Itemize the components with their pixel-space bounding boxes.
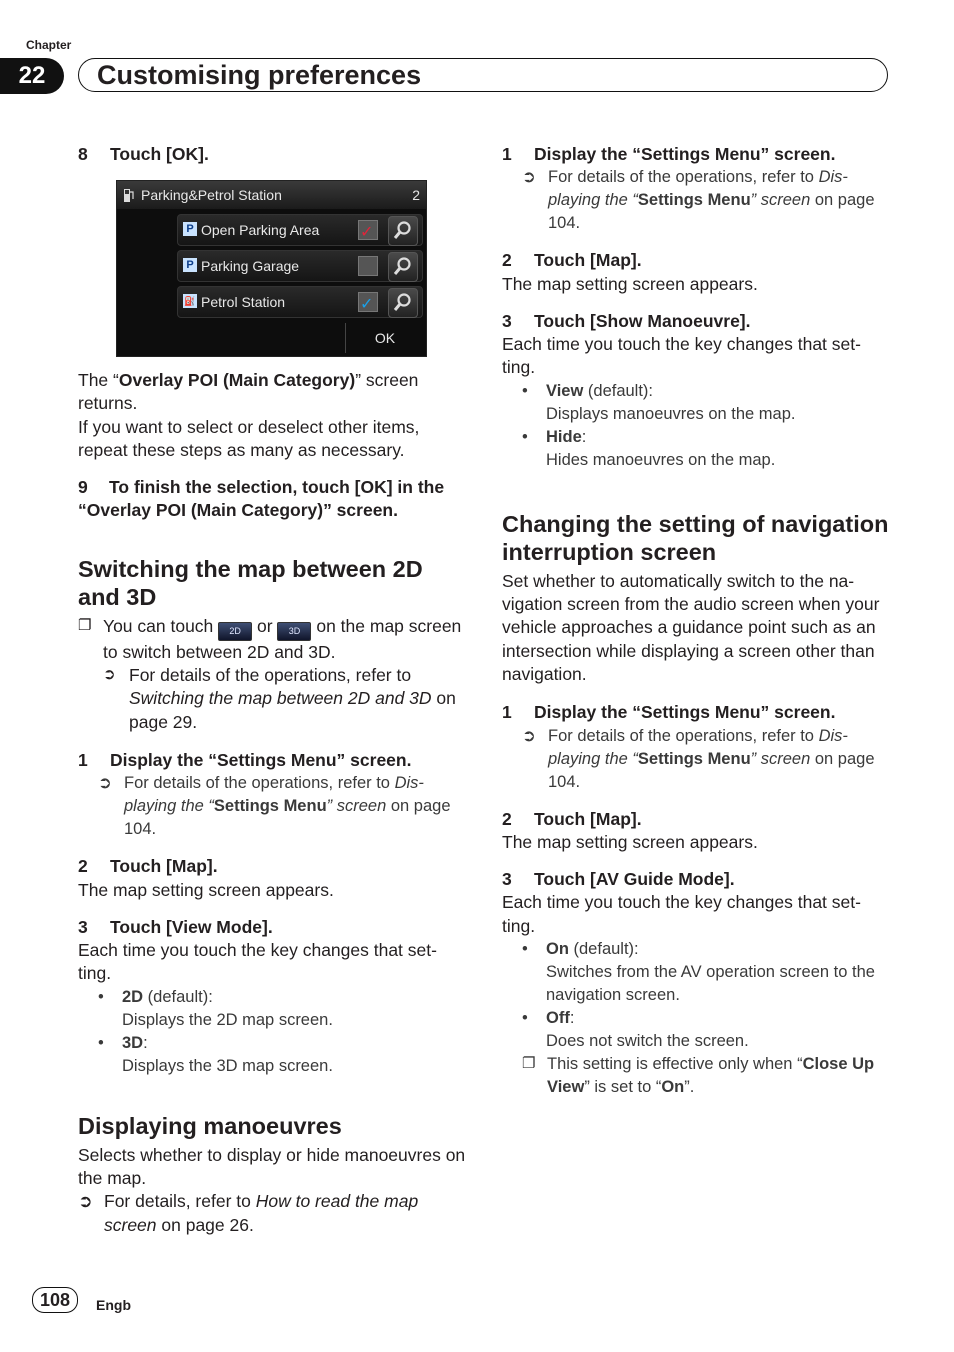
right-body: [502, 143, 892, 1099]
left-step3: 3 Touch [View Mode].: [78, 916, 273, 937]
interrupt-step1-ref: ➲ For details of the operations, refer to Dis-playing the “Settings Menu” screen on page 104.: [522, 726, 875, 791]
checkbox-note-icon: ❐: [522, 1055, 536, 1073]
bullet-icon: •: [522, 427, 528, 446]
interrupt-step2-desc: The map setting screen appears.: [502, 831, 758, 852]
section-heading-interrupt: Changing the setting of navigation interruption screen: [502, 510, 889, 565]
left-step9: 9 To finish the selection, touch [OK] in the “Overlay POI (Main Category)” screen.: [78, 477, 445, 521]
close-up-view-note: ❐ This setting is effective only when “Close Up View” is set to “On”.: [522, 1053, 892, 1099]
left-step1-ref: ➲ For details of the operations, refer to Dis-playing the “Settings Menu” screen on page 104.: [98, 774, 451, 839]
arrow-icon: ➲: [98, 774, 112, 793]
petrol-icon: ⛽: [184, 296, 196, 306]
poi-row-open-parking[interactable]: [177, 214, 423, 246]
right-step1-ref: ➲ For details of the operations, refer to Dis-playing the “Settings Menu” screen on page 104.: [522, 168, 875, 233]
option-view: • View (default): Displays manoeuvres on the map.: [522, 381, 796, 423]
left-step2: 2 Touch [Map].: [78, 856, 218, 877]
checkbox[interactable]: [358, 220, 378, 240]
checkbox[interactable]: [358, 292, 378, 312]
search-icon[interactable]: [388, 288, 418, 318]
left-step1: 1 Display the “Settings Menu” screen.: [78, 749, 412, 770]
ref-2d3d: ➲ For details of the operations, refer to Switching the map between 2D and 3D on page 29.: [103, 665, 456, 732]
manoeuvres-ref: ➲ For details, refer to How to read the map screen on page 26.: [78, 1191, 419, 1235]
poi-label: Open Parking Area: [201, 222, 320, 238]
right-step1: 1 Display the “Settings Menu” screen.: [502, 144, 836, 164]
interrupt-step1: 1 Display the “Settings Menu” screen.: [502, 702, 836, 723]
poi-row-petrol-station[interactable]: [177, 286, 423, 318]
check-icon: ✓: [360, 224, 374, 241]
arrow-icon: ➲: [103, 666, 116, 684]
checkbox[interactable]: [358, 256, 378, 276]
bullet-icon: •: [522, 1009, 528, 1028]
section-heading-manoeuvres: Displaying manoeuvres: [78, 1112, 342, 1139]
parking-petrol-screen: [116, 180, 427, 357]
option-3d: • 3D: Displays the 3D map screen.: [98, 1033, 333, 1075]
language-code: Engb: [96, 1297, 131, 1313]
option-on: • On (default): Switches from the AV operation screen to the navigation screen.: [522, 940, 875, 1005]
interrupt-step3: 3 Touch [AV Guide Mode].: [502, 869, 735, 890]
bullet-icon: •: [98, 987, 104, 1006]
repeat-steps-text: If you want to select or deselect other items, repeat these steps as many as necessary.: [78, 416, 420, 460]
screen-titlebar: [117, 181, 426, 209]
overlay-returns-text: The “Overlay POI (Main Category)” screen returns.: [78, 370, 419, 414]
arrow-icon: ➲: [78, 1191, 93, 1212]
bullet-icon: •: [522, 381, 528, 400]
left-step8: [78, 143, 468, 166]
parking-icon: P: [183, 222, 197, 236]
check-icon: ✓: [360, 296, 374, 313]
search-icon[interactable]: [388, 216, 418, 246]
right-step3: 3 Touch [Show Manoeuvre].: [502, 310, 751, 331]
right-step2: 2 Touch [Map].: [502, 250, 642, 271]
chapter-label: Chapter: [26, 38, 72, 52]
right-step2-desc: The map setting screen appears.: [502, 273, 758, 294]
left-step3-desc: Each time you touch the key changes that set-ting.: [78, 940, 437, 984]
step-number: 8: [78, 144, 88, 164]
manoeuvres-desc: Selects whether to display or hide manoeuvres on the map.: [78, 1144, 466, 1189]
section-heading-2d3d: Switching the map between 2D and 3D: [78, 555, 423, 610]
arrow-icon: ➲: [522, 168, 536, 187]
left-body: [78, 369, 468, 1237]
screen-title: Parking&Petrol Station: [141, 187, 282, 203]
poi-row-parking-garage[interactable]: [177, 250, 423, 282]
left-step2-desc: The map setting screen appears.: [78, 879, 334, 900]
interrupt-desc: Set whether to automatically switch to the na-vigation screen from the audio screen when your vehicle approaches a guidance point such as an intersection while displaying a screen other than navigation.: [502, 570, 880, 684]
option-hide: • Hide: Hides manoeuvres on the map.: [522, 427, 776, 469]
poi-label: Petrol Station: [201, 294, 286, 310]
option-off: • Off: Does not switch the screen.: [522, 1009, 749, 1051]
bullet-icon: •: [522, 940, 528, 959]
step-text: Touch [OK].: [110, 144, 209, 164]
chapter-number: 22: [0, 58, 64, 94]
right-step3-desc: Each time you touch the key changes that set-ting.: [502, 334, 861, 378]
chapter-title: Customising preferences: [97, 60, 422, 90]
poi-label: Parking Garage: [201, 258, 300, 274]
page-number: 108: [32, 1287, 78, 1313]
arrow-icon: ➲: [522, 726, 536, 745]
interrupt-step2: 2 Touch [Map].: [502, 808, 642, 829]
2d-button-icon: 2D: [218, 622, 252, 641]
screen-count: 2: [412, 187, 420, 203]
parking-icon: P: [183, 258, 197, 272]
3d-button-icon: 3D: [277, 622, 311, 641]
note-2d3d: ❐ You can touch 2D or 3D on the map screen to switch between 2D and 3D. ➲ For details of the operations, refer to Switching the map between 2D and 3D on page 29.: [78, 615, 468, 734]
interrupt-step3-desc: Each time you touch the key changes that set-ting.: [502, 892, 861, 936]
checkbox-note-icon: ❐: [78, 616, 92, 634]
ok-button[interactable]: OK: [345, 323, 424, 353]
search-icon[interactable]: [388, 252, 418, 282]
option-2d: • 2D (default): Displays the 2D map screen.: [98, 987, 333, 1029]
bullet-icon: •: [98, 1033, 104, 1052]
petrol-pump-icon: [123, 187, 135, 203]
